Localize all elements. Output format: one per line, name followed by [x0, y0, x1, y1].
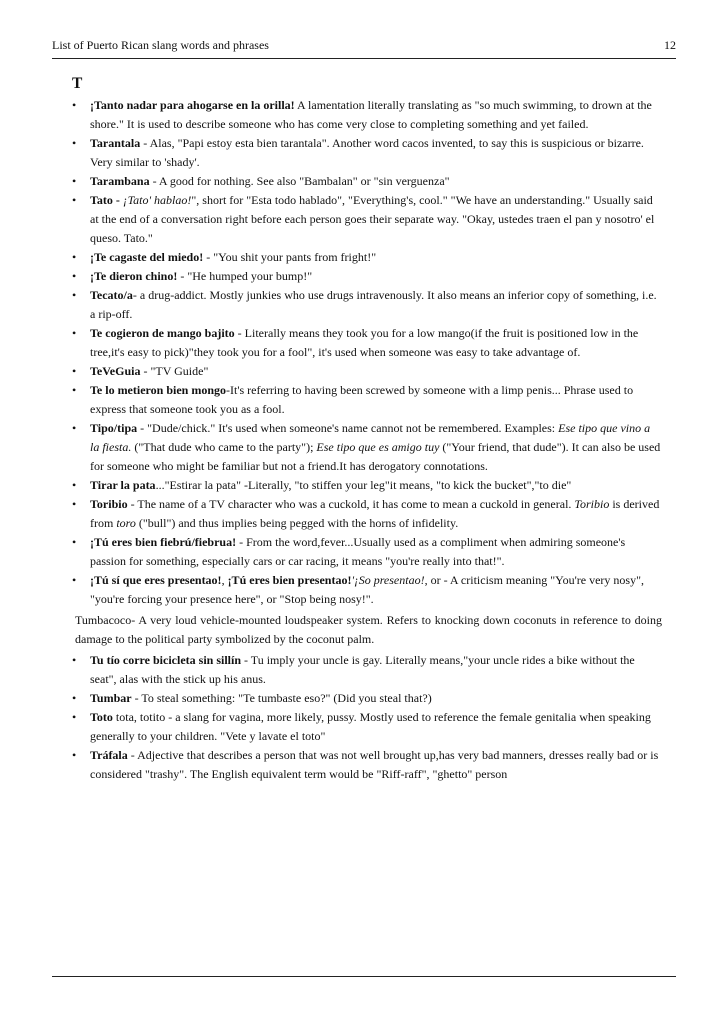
- list-item: [62, 267, 662, 286]
- entry-term: Toribio: [90, 497, 128, 511]
- list-item: [62, 248, 662, 267]
- entry-text: - From the word,fever...Usually used as a compliment when admiring someone's passion for something, especially cars or car racing, it means "you're really into that!".: [90, 535, 626, 568]
- entry-term: ¡Tú eres bien presentao!: [227, 573, 352, 587]
- entry-italic: Ese tipo que es amigo tuy: [316, 440, 440, 454]
- entry-term: ¡Tú eres bien fiebrú/fiebrua!: [90, 535, 237, 549]
- list-item: [62, 651, 662, 689]
- page-number: 12: [664, 38, 676, 52]
- list-item: [62, 191, 662, 248]
- entry-term: Tarantala: [90, 136, 141, 150]
- entry-term: Tarambana: [90, 174, 150, 188]
- footer-rule: [52, 976, 676, 977]
- list-item: [62, 746, 662, 784]
- section-letter: T: [72, 75, 83, 92]
- entry-text: - "Dude/chick." It's used when someone's name cannot not be remembered. Examples:: [137, 421, 559, 435]
- entry-text: - Adjective that describes a person that was not well brought up,has very bad manners, dresses really bad or is considered "trashy". The English equivalent term would be "Riff-raff", "ghetto" person: [90, 748, 659, 781]
- document-title: List of Puerto Rican slang words and phrases: [52, 38, 269, 52]
- entry-term: Tirar la pata: [90, 478, 156, 492]
- entry-text: A lamentation literally translating as "so much swimming, to drown at the shore." It is used to describe someone who has come very close to completing something and yet failed.: [90, 98, 652, 131]
- entry-text: - A criticism meaning "You're very nosy", "you're forcing your presence here", or "Stop being nosy!".: [90, 573, 644, 606]
- entry-italic: Ese tipo que vino a la fiesta.: [90, 421, 651, 454]
- list-item: [62, 172, 662, 191]
- entry-term: ¡Te dieron chino!: [90, 269, 178, 283]
- entry-term: TeVeGuia: [90, 364, 141, 378]
- page-content: [62, 73, 662, 784]
- entry-text: - a drug-addict. Mostly junkies who use drugs intravenously. It also means an inferior copy of something, i.e. a rip-off.: [90, 288, 657, 321]
- entry-text: - To steal something: "Te tumbaste eso?" (Did you steal that?): [131, 691, 432, 705]
- entry-text: , or: [424, 573, 444, 587]
- entry-italic: ¡Tato' hablao!: [122, 193, 192, 207]
- list-item: [62, 96, 662, 134]
- entry-text: ,: [221, 573, 228, 587]
- entry-text: - A good for nothing. See also "Bambalan" or "sin verguenza": [149, 174, 450, 188]
- entry-text: tota, totito - a slang for vagina, more likely, pussy. Mostly used to reference the female genitalia when speaking generally to your children. "Vete y lavate el toto": [90, 710, 651, 743]
- list-item: [62, 476, 662, 495]
- entry-term: Tumbar: [90, 691, 132, 705]
- entry-text: - Tu imply your uncle is gay. Literally means,"your uncle rides a bike without the seat", alas with the stick up his anus.: [90, 653, 635, 686]
- entry-term: ¡Tanto nadar para ahogarse en la orilla!: [90, 98, 295, 112]
- tumbacoco-paragraph: Tumbacoco- A very loud vehicle-mounted loudspeaker system. Refers to knocking down coconuts in reference to doing damage to the political party symbolized by the coconut palm.: [75, 613, 662, 646]
- list-item: [62, 286, 662, 324]
- list-item: [62, 381, 662, 419]
- entry-text: - "He humped your bump!": [177, 269, 313, 283]
- entry-text: - Literally means they took you for a low mango(if the fruit is positioned low in the tree,it's easy to pick)"they took you for a fool", it's used when someone was easy to take advantage of.: [90, 326, 639, 359]
- list-item: [62, 419, 662, 476]
- entry-term: Tipo/tipa: [90, 421, 138, 435]
- list-item: [62, 689, 662, 708]
- entry-text: - "You shit your pants from fright!": [203, 250, 377, 264]
- page-header: [52, 38, 676, 59]
- entry-term: Te lo metieron bien mongo: [90, 383, 227, 397]
- entry-text: - The name of a TV character who was a cuckold, it has come to mean a cuckold in general.: [127, 497, 575, 511]
- entry-list-2: [62, 651, 662, 784]
- entry-term: Tecato/a: [90, 288, 133, 302]
- list-item: [62, 324, 662, 362]
- entry-term: Tu tío corre bicicleta sin sillín: [90, 653, 242, 667]
- entry-text: is derived from: [90, 497, 660, 530]
- list-item: [62, 533, 662, 571]
- entry-text: - Alas, "Papi estoy esta bien tarantala". Another word cacos invented, to say this is suspicious or bizarre. Very similar to 'shady'.: [90, 136, 644, 169]
- entry-italic: Toribio: [574, 497, 610, 511]
- entry-italic: '¡So presentao!: [351, 573, 425, 587]
- entry-term: Toto: [90, 710, 113, 724]
- list-item: [62, 495, 662, 533]
- entry-term: ¡Te cagaste del miedo!: [90, 250, 204, 264]
- list-item: [62, 134, 662, 172]
- entry-term: ¡Tú sí que eres presentao!: [90, 573, 222, 587]
- entry-text: ..."Estirar la pata" -Literally, "to stiffen your leg"it means, "to kick the bucket","to die": [155, 478, 572, 492]
- entry-term: Tráfala: [90, 748, 128, 762]
- list-item: [62, 708, 662, 746]
- entry-italic: toro: [116, 516, 136, 530]
- entry-term: Tato -: [90, 193, 120, 207]
- entry-list: [62, 96, 662, 609]
- entry-term: Te cogieron de mango bajito: [90, 326, 235, 340]
- entry-text: - "TV Guide": [140, 364, 209, 378]
- entry-text: ("Your friend, that dude"). It can also be used for someone who might be familiar but not a friend.It has derogatory connotations.: [90, 440, 661, 473]
- entry-text: ", short for "Esta todo hablado", "Everything's, cool." "We have an understanding." Usually said at the end of a conversation right before each person goes their separate way. "Okay, ustedes traen el pan y nosotro' el queso. Tato.": [90, 193, 655, 245]
- list-item: [62, 571, 662, 609]
- entry-text: ("bull") and thus implies being pegged with the horns of infidelity.: [135, 516, 459, 530]
- entry-text: ("That dude who came to the party");: [131, 440, 317, 454]
- list-item: [62, 362, 662, 381]
- entry-text: -It's referring to having been screwed by someone with a limp penis... Phrase used to express that someone took you as a fool.: [90, 383, 634, 416]
